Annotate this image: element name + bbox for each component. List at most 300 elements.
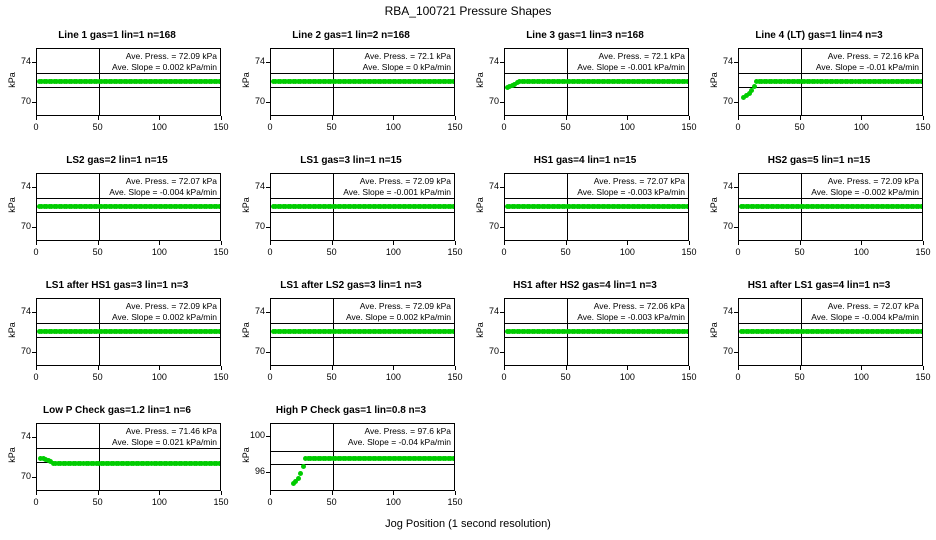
ave-press-text: Ave. Press. = 72.16 kPa [827,51,919,61]
reference-line [37,448,220,449]
data-point [301,464,306,469]
x-tick-mark [627,366,628,370]
x-tick-mark [332,366,333,370]
reference-line [739,212,922,213]
reference-line [505,73,688,74]
reference-line [37,198,220,199]
ave-slope-text: Ave. Slope = -0.04 kPa/min [347,437,451,447]
x-tick-label: 50 [326,247,337,257]
x-tick-mark [98,241,99,245]
data-point [217,329,221,334]
y-axis-label: kPa [7,322,17,338]
y-tick-label: 74 [722,56,733,66]
y-tick-mark [266,187,270,188]
x-tick-mark [270,241,271,245]
y-tick-mark [32,62,36,63]
x-tick-mark [504,116,505,120]
y-tick-label: 70 [20,221,31,231]
x-tick-mark [221,366,222,370]
y-axis-label: kPa [475,322,485,338]
x-tick-mark [36,491,37,495]
ave-slope-text: Ave. Slope = -0.004 kPa/min [811,312,919,322]
data-point [220,79,222,84]
x-tick-mark [800,241,801,245]
x-tick-mark [504,241,505,245]
x-tick-mark [689,366,690,370]
y-tick-label: 100 [249,430,265,441]
x-tick-label: 0 [33,247,39,257]
ave-slope-text: Ave. Slope = 0 kPa/min [362,62,451,72]
y-tick-mark [500,227,504,228]
y-axis-label: kPa [709,322,719,338]
ave-slope-text: Ave. Slope = 0.002 kPa/min [112,312,217,322]
y-axis-label: kPa [7,197,17,213]
x-tick-mark [627,241,628,245]
x-tick-label: 50 [92,122,103,132]
y-tick-mark [734,352,738,353]
chart-panel [468,18,702,143]
x-tick-label: 150 [915,247,931,257]
y-tick-label: 74 [20,56,31,66]
y-axis-label: kPa [241,447,251,463]
x-tick-label: 50 [560,247,571,257]
y-axis-label: kPa [7,447,17,463]
data-point [688,204,690,209]
x-tick-mark [455,491,456,495]
data-point [919,79,923,84]
x-tick-mark [98,366,99,370]
panel-title: High P Check gas=1 lin=0.8 n=3 [275,405,427,416]
x-tick-mark [861,241,862,245]
chart-panel [702,18,936,143]
x-tick-label: 150 [447,497,463,507]
y-tick-mark [32,477,36,478]
data-point [688,79,690,84]
ave-slope-text: Ave. Slope = 0.002 kPa/min [112,62,217,72]
panel-title: HS2 gas=5 lin=1 n=15 [767,155,871,166]
x-tick-label: 0 [735,247,741,257]
panel-annotation [534,301,685,323]
x-tick-mark [738,241,739,245]
ave-press-text: Ave. Press. = 72.09 kPa [359,301,451,311]
ave-press-text: Ave. Press. = 97.6 kPa [364,426,451,436]
chart-panel [234,143,468,268]
chart-panel [702,268,936,393]
x-tick-label: 0 [267,122,273,132]
y-tick-label: 70 [722,221,733,231]
y-tick-label: 74 [488,306,499,316]
ave-slope-text: Ave. Slope = -0.001 kPa/min [577,62,685,72]
x-tick-label: 0 [501,247,507,257]
panel-annotation [768,176,919,198]
chart-panel [234,18,468,143]
reference-line [505,323,688,324]
chart-panel [234,268,468,393]
ave-slope-text: Ave. Slope = -0.01 kPa/min [815,62,919,72]
x-tick-mark [221,241,222,245]
x-tick-mark [221,491,222,495]
panel-annotation [66,51,217,73]
x-tick-label: 0 [735,122,741,132]
x-tick-mark [36,241,37,245]
x-tick-mark [221,116,222,120]
x-tick-mark [332,241,333,245]
x-tick-mark [332,116,333,120]
x-tick-mark [98,491,99,495]
panel-title: HS1 after HS2 gas=4 lin=1 n=3 [513,280,657,291]
y-tick-mark [266,102,270,103]
panel-annotation [534,176,685,198]
x-tick-label: 0 [267,372,273,382]
panel-annotation [66,176,217,198]
ave-slope-text: Ave. Slope = -0.003 kPa/min [577,187,685,197]
data-point [220,204,222,209]
chart-panel [468,268,702,393]
chart-panel [234,393,468,518]
y-tick-mark [266,227,270,228]
page-title: RBA_100721 Pressure Shapes [384,4,552,18]
y-tick-label: 74 [254,181,265,191]
x-tick-label: 0 [501,372,507,382]
ave-slope-text: Ave. Slope = -0.001 kPa/min [343,187,451,197]
x-tick-mark [159,491,160,495]
y-tick-mark [500,352,504,353]
x-tick-label: 150 [915,122,931,132]
data-point [685,204,689,209]
data-point [217,79,221,84]
y-tick-label: 70 [20,471,31,481]
y-tick-mark [32,437,36,438]
panel-grid [0,18,936,518]
y-tick-label: 70 [722,346,733,356]
y-tick-mark [32,227,36,228]
x-tick-label: 150 [681,122,697,132]
y-tick-label: 74 [488,56,499,66]
data-point [296,476,301,481]
reference-line [271,451,454,452]
panel-title: Line 3 gas=1 lin=3 n=168 [526,30,644,41]
x-tick-label: 0 [33,122,39,132]
y-axis-label: kPa [241,322,251,338]
x-tick-mark [738,366,739,370]
y-axis-label: kPa [475,72,485,88]
ave-press-text: Ave. Press. = 72.09 kPa [125,51,217,61]
reference-line [271,73,454,74]
x-tick-mark [393,491,394,495]
x-tick-mark [455,116,456,120]
x-tick-label: 0 [735,372,741,382]
x-tick-label: 100 [151,372,167,382]
x-tick-mark [566,116,567,120]
y-tick-mark [32,187,36,188]
y-tick-mark [734,187,738,188]
x-tick-mark [627,116,628,120]
reference-line [739,87,922,88]
y-tick-label: 96 [254,466,265,477]
data-point [298,471,303,476]
reference-line [37,212,220,213]
y-tick-mark [734,102,738,103]
x-tick-mark [566,241,567,245]
data-point [220,461,222,466]
x-tick-mark [861,366,862,370]
ave-press-text: Ave. Press. = 72.07 kPa [593,176,685,186]
x-tick-mark [36,366,37,370]
x-tick-mark [923,116,924,120]
x-tick-label: 50 [326,122,337,132]
x-tick-mark [689,241,690,245]
x-tick-mark [393,366,394,370]
x-tick-label: 100 [853,122,869,132]
data-point [454,204,456,209]
y-tick-mark [32,102,36,103]
x-tick-label: 0 [501,122,507,132]
x-tick-label: 150 [681,372,697,382]
x-tick-mark [738,116,739,120]
chart-panel [0,268,234,393]
ave-press-text: Ave. Press. = 72.09 kPa [125,301,217,311]
data-point [451,204,455,209]
reference-line [271,337,454,338]
panel-title: HS1 after LS1 gas=4 lin=1 n=3 [747,280,891,291]
x-tick-label: 150 [447,372,463,382]
x-tick-label: 0 [33,497,39,507]
y-tick-label: 74 [20,431,31,441]
x-tick-mark [393,116,394,120]
y-tick-mark [500,312,504,313]
x-tick-label: 50 [794,122,805,132]
data-point [451,456,455,461]
panel-title: LS1 after HS1 gas=3 lin=1 n=3 [45,280,189,291]
ave-slope-text: Ave. Slope = -0.004 kPa/min [109,187,217,197]
x-tick-label: 150 [447,122,463,132]
x-tick-label: 150 [681,247,697,257]
x-tick-label: 100 [619,372,635,382]
y-tick-mark [500,62,504,63]
y-tick-mark [32,312,36,313]
y-tick-label: 74 [20,181,31,191]
x-tick-label: 50 [92,372,103,382]
data-point [919,204,923,209]
ave-press-text: Ave. Press. = 72.06 kPa [593,301,685,311]
y-tick-label: 70 [254,221,265,231]
y-tick-mark [734,312,738,313]
chart-panel [0,393,234,518]
data-point [454,329,456,334]
y-tick-label: 70 [20,346,31,356]
x-tick-label: 50 [794,372,805,382]
y-axis-label: kPa [709,197,719,213]
panel-title: HS1 gas=4 lin=1 n=15 [533,155,637,166]
x-tick-mark [504,366,505,370]
reference-line [739,337,922,338]
x-tick-label: 100 [151,122,167,132]
reference-line [271,198,454,199]
x-tick-mark [861,116,862,120]
x-tick-mark [159,116,160,120]
x-tick-label: 50 [92,497,103,507]
panel-title: Line 1 gas=1 lin=1 n=168 [58,30,176,41]
y-tick-mark [500,102,504,103]
x-tick-label: 0 [33,372,39,382]
x-tick-mark [455,241,456,245]
ave-press-text: Ave. Press. = 72.07 kPa [827,301,919,311]
x-tick-label: 150 [447,247,463,257]
x-tick-mark [159,366,160,370]
y-axis-label: kPa [709,72,719,88]
chart-panel [0,143,234,268]
chart-panel [468,143,702,268]
x-tick-label: 100 [151,247,167,257]
panel-annotation [534,51,685,73]
panel-title: LS1 gas=3 lin=1 n=15 [300,155,402,166]
panel-annotation [768,301,919,323]
x-tick-label: 50 [794,247,805,257]
ave-slope-text: Ave. Slope = 0.002 kPa/min [346,312,451,322]
x-tick-label: 100 [385,247,401,257]
y-tick-label: 74 [722,181,733,191]
data-point [922,204,924,209]
x-tick-mark [332,491,333,495]
data-point [922,329,924,334]
x-tick-label: 150 [915,372,931,382]
x-tick-label: 50 [560,372,571,382]
ave-press-text: Ave. Press. = 72.07 kPa [125,176,217,186]
data-point [752,84,757,89]
x-tick-mark [689,116,690,120]
reference-line [37,73,220,74]
x-tick-label: 100 [853,247,869,257]
data-point [685,79,689,84]
y-tick-label: 74 [722,306,733,316]
y-tick-mark [266,472,270,473]
data-point [919,329,923,334]
data-point [451,79,455,84]
data-point [220,329,222,334]
x-tick-label: 50 [560,122,571,132]
ave-press-text: Ave. Press. = 72.1 kPa [598,51,685,61]
y-axis-label: kPa [7,72,17,88]
x-tick-label: 100 [385,122,401,132]
x-tick-label: 100 [619,247,635,257]
reference-line [739,198,922,199]
x-tick-mark [923,241,924,245]
data-point [217,204,221,209]
y-tick-label: 74 [488,181,499,191]
y-tick-mark [266,436,270,437]
reference-line [739,73,922,74]
ave-press-text: Ave. Press. = 72.09 kPa [359,176,451,186]
x-tick-mark [566,366,567,370]
data-point [217,461,221,466]
x-tick-label: 50 [92,247,103,257]
reference-line [505,198,688,199]
x-tick-mark [270,116,271,120]
x-tick-label: 150 [213,372,229,382]
x-tick-label: 150 [213,497,229,507]
chart-panel [0,18,234,143]
ave-slope-text: Ave. Slope = -0.002 kPa/min [811,187,919,197]
x-tick-mark [393,241,394,245]
ave-press-text: Ave. Press. = 72.1 kPa [364,51,451,61]
x-tick-mark [36,116,37,120]
reference-line [37,87,220,88]
y-tick-mark [734,227,738,228]
y-axis-label: kPa [475,197,485,213]
x-tick-label: 150 [213,122,229,132]
data-point [922,79,924,84]
x-tick-label: 100 [385,372,401,382]
ave-slope-text: Ave. Slope = -0.003 kPa/min [577,312,685,322]
x-tick-mark [800,116,801,120]
x-tick-mark [98,116,99,120]
reference-line [505,337,688,338]
y-axis-label: kPa [241,197,251,213]
y-tick-label: 70 [254,96,265,106]
panel-annotation [300,426,451,448]
x-tick-label: 0 [267,247,273,257]
reference-line [271,87,454,88]
reference-line [37,323,220,324]
y-tick-label: 70 [20,96,31,106]
y-tick-label: 74 [254,56,265,66]
x-tick-mark [923,366,924,370]
x-tick-label: 50 [326,372,337,382]
panel-annotation [300,176,451,198]
x-tick-label: 150 [213,247,229,257]
x-tick-label: 100 [619,122,635,132]
reference-line [37,337,220,338]
panel-title: Line 4 (LT) gas=1 lin=4 n=3 [755,30,883,41]
x-tick-label: 100 [853,372,869,382]
panel-annotation [768,51,919,73]
reference-line [505,212,688,213]
x-tick-mark [455,366,456,370]
y-tick-mark [500,187,504,188]
panel-title: LS2 gas=2 lin=1 n=15 [66,155,168,166]
y-tick-label: 74 [254,306,265,316]
y-tick-mark [266,62,270,63]
ave-slope-text: Ave. Slope = 0.021 kPa/min [112,437,217,447]
reference-line [271,464,454,465]
panel-title: LS1 after LS2 gas=3 lin=1 n=3 [280,280,422,291]
reference-line [505,87,688,88]
data-point [454,79,456,84]
y-tick-mark [266,312,270,313]
panel-annotation [300,301,451,323]
reference-line [271,323,454,324]
y-tick-label: 70 [722,96,733,106]
chart-panel [702,143,936,268]
reference-line [739,323,922,324]
reference-line [271,212,454,213]
y-tick-mark [266,352,270,353]
panel-title: Low P Check gas=1.2 lin=1 n=6 [43,405,191,416]
ave-press-text: Ave. Press. = 72.09 kPa [827,176,919,186]
y-axis-label: kPa [241,72,251,88]
x-tick-label: 100 [385,497,401,507]
panel-annotation [300,51,451,73]
x-tick-label: 0 [267,497,273,507]
y-tick-mark [32,352,36,353]
y-tick-label: 70 [488,96,499,106]
panel-annotation [66,426,217,448]
panel-annotation [66,301,217,323]
y-tick-label: 70 [488,221,499,231]
x-tick-mark [270,491,271,495]
x-tick-mark [270,366,271,370]
x-tick-label: 50 [326,497,337,507]
